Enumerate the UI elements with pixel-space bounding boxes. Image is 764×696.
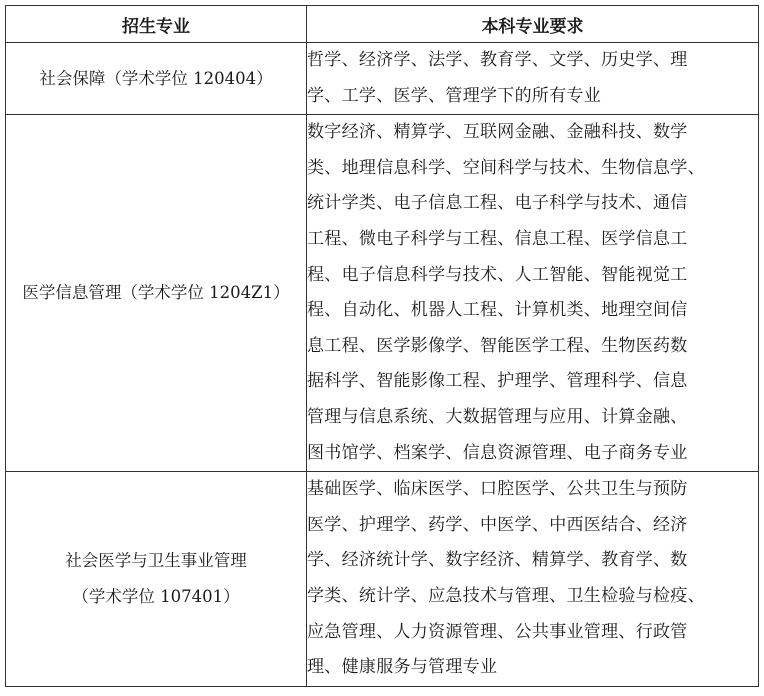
requirement-line: 图书馆学、档案学、信息资源管理、电子商务专业 [307,442,688,463]
requirement-line: 程、电子信息科学与技术、人工智能、智能视觉工 [307,264,688,285]
table-header-row [6,6,759,43]
major-cell [6,472,307,687]
requirement-line: 管理与信息系统、大数据管理与应用、计算金融、 [307,406,688,427]
requirement-line: 工程、微电子科学与工程、信息工程、医学信息工 [307,228,688,249]
major-cell [6,43,307,115]
requirement-line: 理、健康服务与管理专业 [307,657,498,678]
requirement-line: 据科学、智能影像工程、护理学、管理科学、信息 [307,371,688,392]
requirement-line: 哲学、经济学、法学、教育学、文学、历史学、理 [307,50,688,70]
requirement-line: 基础医学、临床医学、口腔医学、公共卫生与预防 [307,479,688,500]
table-row [6,472,759,687]
major-degree-code: （学术学位 107401） [72,586,240,606]
requirement-line: 学、工学、医学、管理学下的所有专业 [307,85,602,106]
requirement-line: 应急管理、人力资源管理、公共事业管理、行政管 [307,621,688,642]
major-name: 医学信息管理（学术学位 1204Z1） [22,283,290,303]
requirement-line: 类、地理信息科学、空间科学与技术、生物信息学、 [307,157,705,178]
major-requirements-table [5,5,759,687]
major-name: 社会保障（学术学位 120404） [39,68,273,88]
header-requirements: 本科专业要求 [307,6,759,43]
header-major: 招生专业 [6,6,307,43]
table-row [6,43,759,115]
requirements-cell [307,472,759,687]
requirement-line: 学、经济统计学、数字经济、精算学、教育学、数 [307,550,688,571]
requirement-line: 统计学类、电子信息工程、电子科学与技术、通信 [307,193,688,214]
requirement-line: 数字经济、精算学、互联网金融、金融科技、数学 [307,122,688,143]
requirement-line: 程、自动化、机器人工程、计算机类、地理空间信 [307,300,688,321]
requirement-line: 医学、护理学、药学、中医学、中西医结合、经济 [307,514,688,535]
requirement-line: 息工程、医学影像学、智能医学工程、生物医药数 [307,335,688,356]
requirements-cell [307,115,759,472]
requirement-line: 学类、统计学、应急技术与管理、卫生检验与检疫、 [307,585,705,606]
requirements-cell [307,43,759,115]
major-cell [6,115,307,472]
table-row [6,115,759,472]
major-name: 社会医学与卫生事业管理 [65,551,247,571]
